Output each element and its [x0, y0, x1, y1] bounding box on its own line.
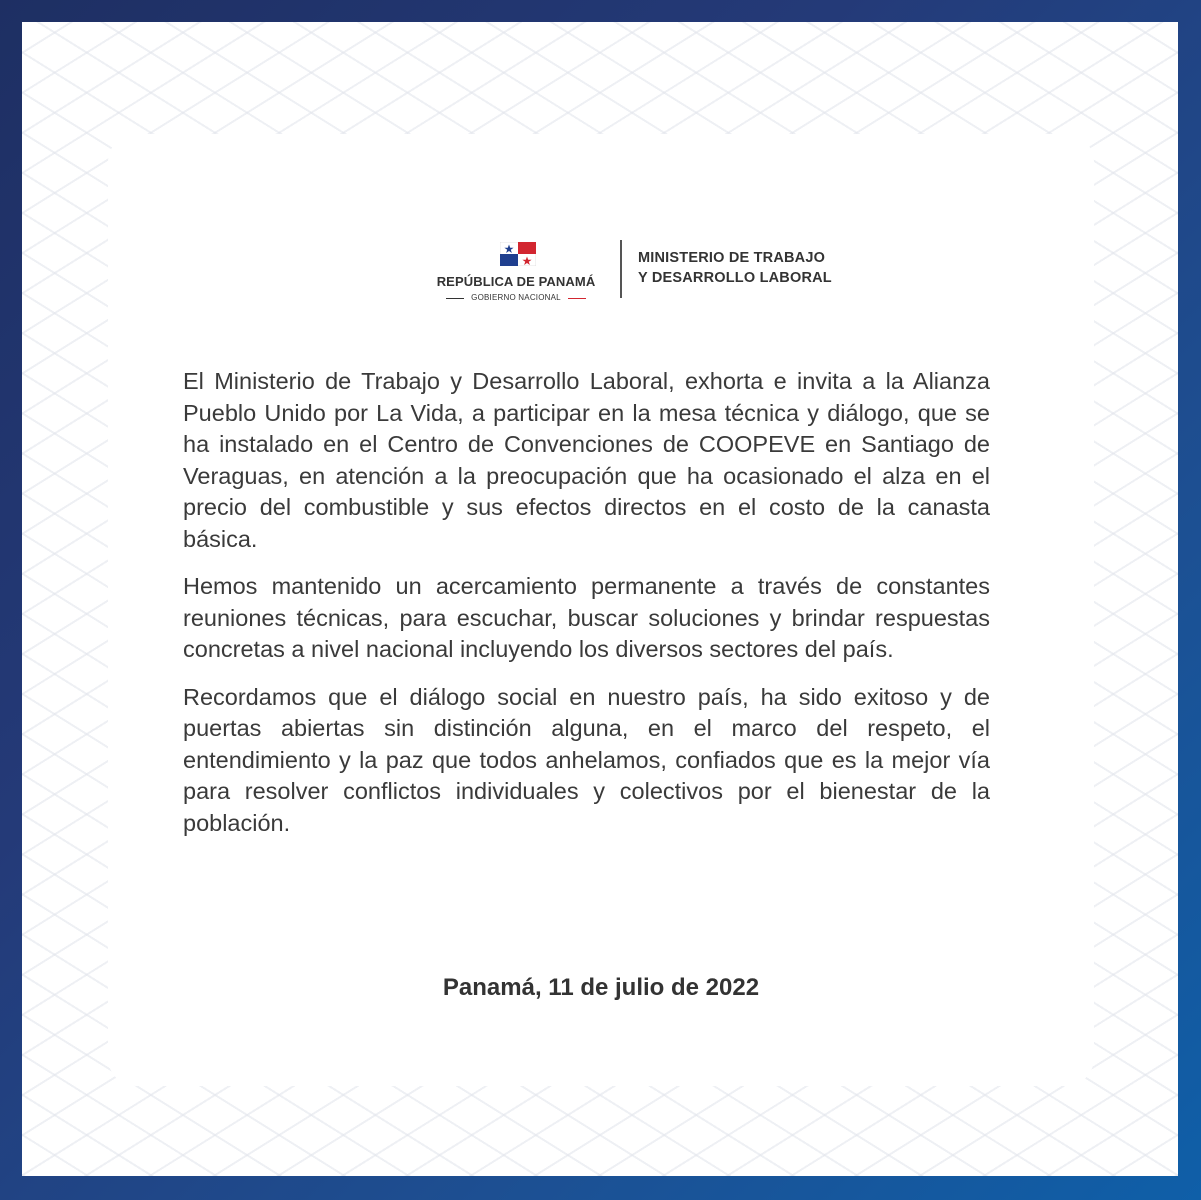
letterhead — [108, 240, 1094, 304]
statement-body — [183, 366, 990, 855]
statement-card — [108, 134, 1094, 1086]
republic-name: REPÚBLICA DE PANAMÁ — [436, 274, 596, 289]
paragraph-2: Hemos mantenido un acercamiento permanente a través de constantes reuniones técnicas, para escuchar, buscar soluciones y brindar respuestas concretas a nivel nacional incluyendo los diversos sectores del país. — [183, 573, 990, 662]
ministry-name-line-1: MINISTERIO DE TRABAJO — [638, 250, 826, 266]
government-label-row — [424, 293, 608, 303]
panama-flag-icon — [500, 242, 536, 266]
decorative-line-right — [568, 298, 586, 299]
paragraph-3: Recordamos que el diálogo social en nuestro país, ha sido exitoso y de puertas abiertas sin distinción alguna, en el marco del respeto, el entendimiento y la paz que todos anhelamos, confiados que es la mejor vía para resolver conflictos individuales y colectivos por el bienestar de la población. — [183, 683, 990, 836]
paragraph-1: El Ministerio de Trabajo y Desarrollo Laboral, exhorta e invita a la Alianza Pueblo Unido por La Vida, a participar en la mesa técnica y diálogo, que se ha instalado en el Centro de Convenciones de COOPEVE en Santiago de Veraguas, en atención a la preocupación que ha ocasionado el alza en el precio del combustible y sus efectos directos en el costo de la canasta básica. — [183, 368, 990, 552]
decorative-line-left — [446, 298, 464, 299]
republic-logo-block — [424, 240, 608, 304]
letterhead-divider — [620, 240, 622, 298]
statement-date: Panamá, 11 de julio de 2022 — [442, 974, 760, 1001]
government-label: GOBIERNO NACIONAL — [471, 293, 561, 302]
ministry-name — [638, 248, 898, 288]
ministry-name-line-2: Y DESARROLLO LABORAL — [638, 270, 832, 286]
